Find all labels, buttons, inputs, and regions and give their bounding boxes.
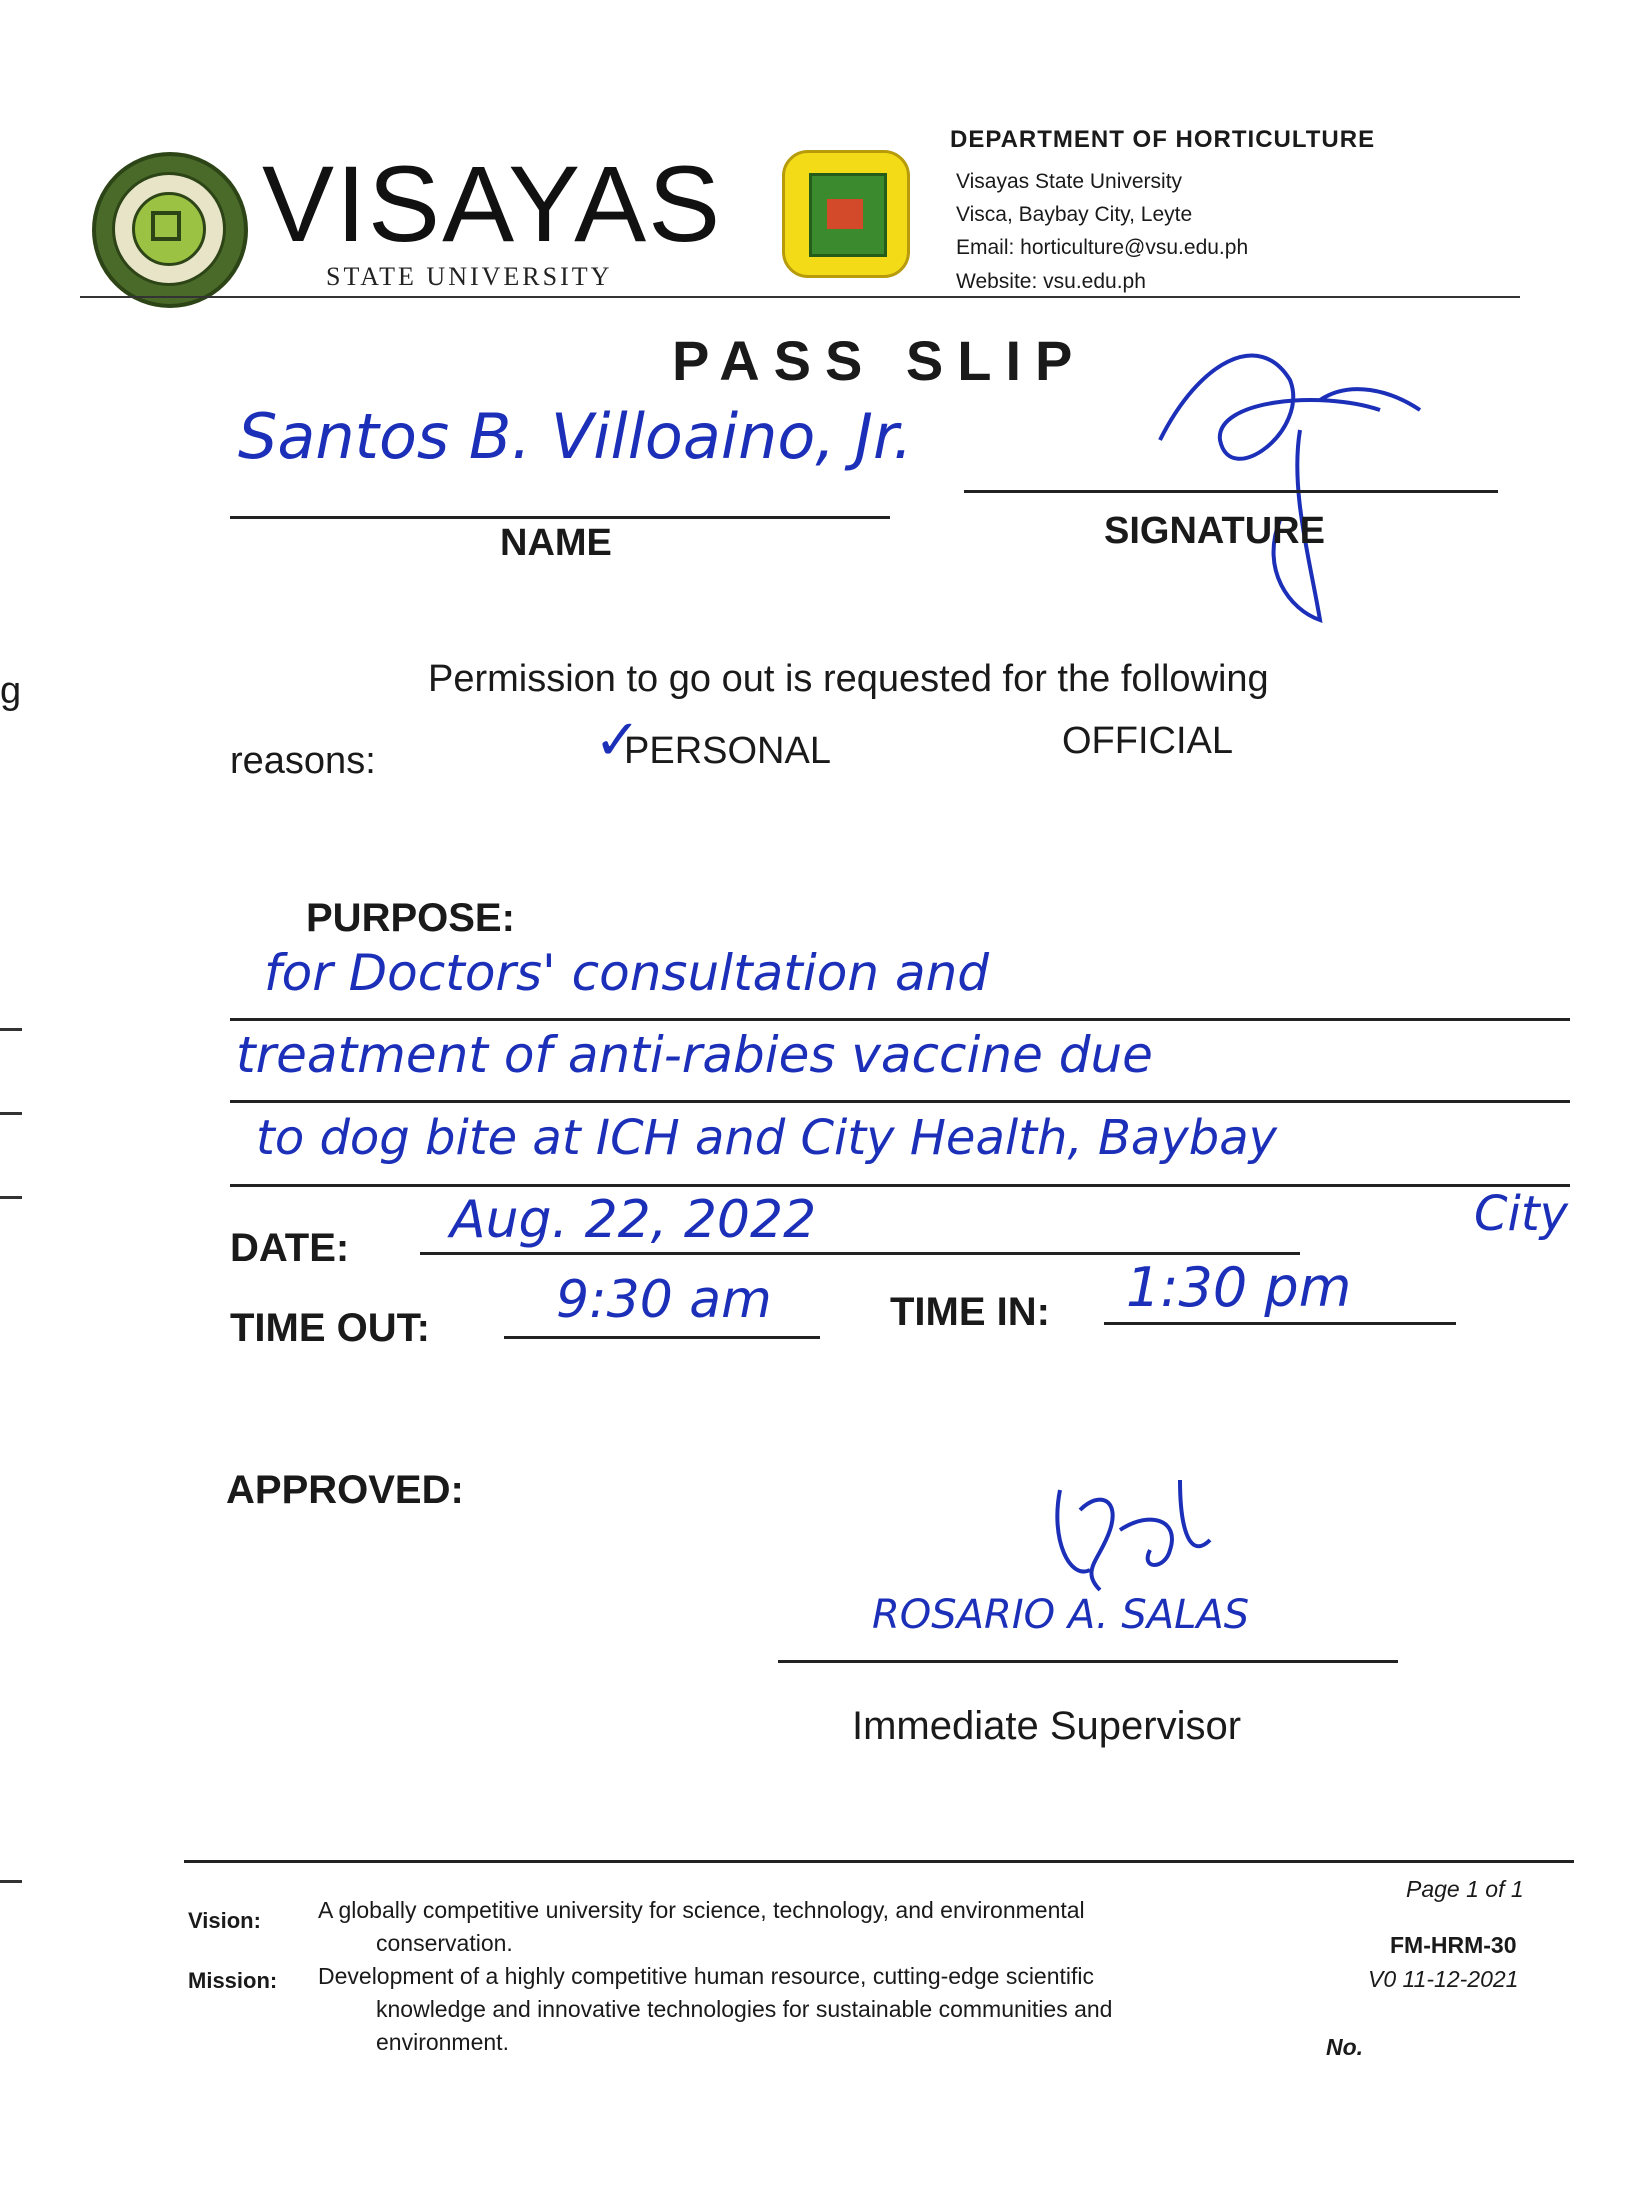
header-divider [80,296,1520,298]
adjacent-page-fragment: g [0,670,22,712]
approved-label: APPROVED: [226,1468,464,1512]
time-in-line [1104,1322,1456,1325]
vision-label: Vision: [188,1908,261,1933]
mission-line-1: Development of a highly competitive human resource, cutting-edge scientific [318,1963,1095,1989]
purpose-line-3: to dog bite at ICH and City Health, Baybay [256,1110,1278,1166]
purpose-line-2: treatment of anti-rabies vaccine due [236,1026,1153,1084]
approver-name: ROSARIO A. SALAS [872,1592,1250,1638]
name-label: NAME [500,522,612,564]
purpose-rule-3 [230,1184,1570,1187]
time-out-value: 9:30 am [556,1270,772,1330]
address-email: Email: horticulture@vsu.edu.ph [956,236,1249,259]
mission-label: Mission: [188,1968,278,1993]
purpose-line-1: for Doctors' consultation and [264,944,990,1002]
adjacent-page-rule [0,1028,22,1031]
form-code: FM-HRM-30 [1390,1932,1517,1958]
university-wordmark: VISAYAS [262,143,723,264]
number-label: No. [1326,2034,1364,2060]
time-out-label: TIME OUT: [230,1306,430,1350]
department-name: DEPARTMENT OF HORTICULTURE [950,126,1376,153]
approver-title: Immediate Supervisor [852,1704,1242,1748]
adjacent-page-rule [0,1880,22,1883]
reason-personal: PERSONAL [624,730,831,772]
reason-official: OFFICIAL [1062,720,1234,762]
vision-line-2: conservation. [376,1930,513,1956]
vision-line-1: A globally competitive university for science, technology, and environmental [318,1897,1085,1923]
horticulture-logo [782,150,910,278]
purpose-label: PURPOSE: [306,896,515,940]
purpose-overflow: City [1474,1186,1569,1242]
address-location: Visca, Baybay City, Leyte [956,203,1193,226]
mission-line-2: knowledge and innovative technologies for sustainable communities and [376,1996,1113,2022]
check-mark-icon: ✓ [594,708,641,773]
purpose-rule-1 [230,1018,1570,1021]
form-version: V0 11-12-2021 [1368,1966,1519,1992]
date-value: Aug. 22, 2022 [450,1190,817,1250]
date-line [420,1252,1300,1255]
name-line [230,516,890,519]
form-title: PASS SLIP [672,329,1087,392]
adjacent-page-rule [0,1112,22,1115]
time-out-line [504,1336,820,1339]
time-in-value: 1:30 pm [1126,1256,1352,1319]
address-website: Website: vsu.edu.ph [956,270,1146,293]
date-label: DATE: [230,1226,350,1270]
permission-text: Permission to go out is requested for the following [428,658,1269,700]
signature-label: SIGNATURE [1104,510,1325,552]
reasons-label: reasons: [230,740,376,782]
approver-line [778,1660,1398,1663]
purpose-rule-2 [230,1100,1570,1103]
adjacent-page-rule [0,1196,22,1199]
university-seal [92,152,248,308]
university-wordmark-sub: STATE UNIVERSITY [326,262,613,291]
name-value: Santos B. Villoaino, Jr. [238,400,913,473]
page-number: Page 1 of 1 [1406,1876,1524,1902]
signature-line [964,490,1498,493]
mission-line-3: environment. [376,2029,509,2055]
footer-divider [184,1860,1574,1863]
address-university: Visayas State University [956,170,1183,193]
time-in-label: TIME IN: [890,1290,1050,1334]
